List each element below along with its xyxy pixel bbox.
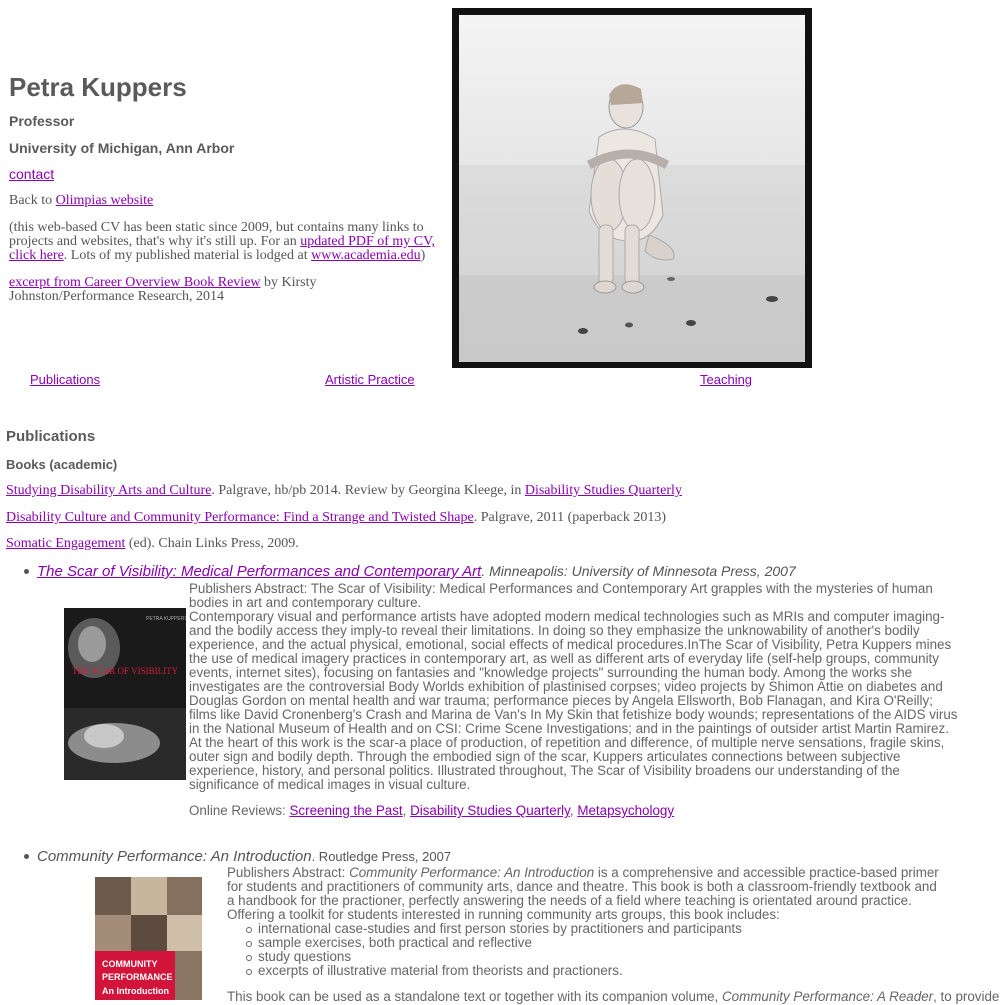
community-book-cover	[95, 877, 202, 1000]
excerpt-line	[9, 276, 429, 304]
list-item: excerpts of illustrative material from theorists and practioners.	[258, 964, 947, 978]
abstract-book-title: Community Performance: An Introduction	[349, 865, 595, 880]
book-item	[6, 484, 682, 498]
community-publisher: . Routledge Press, 2007	[311, 849, 452, 864]
static-note-pre: (this web-based CV has been static since 2009, but contains many links to projects and websites, that's why it's still up. For an	[9, 220, 424, 249]
static-note	[9, 221, 449, 263]
community-closing	[227, 989, 1000, 1004]
community-abstract	[227, 865, 1000, 1004]
closing-post: , to provide	[933, 989, 1000, 1004]
scar-title-line	[37, 563, 796, 580]
book-details: . Palgrave, 2011 (paperback 2013)	[473, 510, 666, 525]
static-note-mid: . Lots of my published material is lodged at	[63, 248, 312, 263]
olimpias-link[interactable]: Olimpias website	[55, 193, 154, 208]
list-bullet	[24, 854, 29, 859]
book-link[interactable]: Disability Culture and Community Performance: Find a Strange and Twisted Shape	[6, 510, 474, 525]
book-details: . Palgrave, hb/pb 2014. Review by Georgina Kleege, in	[211, 483, 525, 498]
excerpt-link[interactable]: excerpt from Career Overview Book Review	[9, 275, 261, 290]
scar-abstract-intro: Publishers Abstract: The Scar of Visibility: Medical Performances and Contemporary Art grapples with the mysteries of human bodies in art and contemporary culture.	[189, 581, 933, 610]
book-item	[6, 511, 666, 525]
review-link-screening[interactable]: Screening the Past	[289, 803, 403, 818]
online-reviews: Online Reviews: Screening the Past, Disability Studies Quarterly, Metapsychology	[189, 803, 675, 818]
book-link[interactable]: Studying Disability Arts and Culture	[6, 483, 212, 498]
list-bullet	[24, 569, 29, 574]
scar-publisher: . Minneapolis: University of Minnesota Press, 2007	[481, 563, 796, 579]
review-link-dsq[interactable]: Disability Studies Quarterly	[410, 803, 570, 818]
academia-link[interactable]: www.academia.edu	[311, 248, 421, 263]
scar-abstract-body: Contemporary visual and performance artists have adopted modern medical technologies such as MRIs and computer imaging-and the bodily access they imply-to reveal their limitations. In doing so they emphasize the unknowability of another's bodily experience, and the actual physical, emotional, social effects of medical procedures.InThe Scar of Visibility, Petra Kuppers mines the use of medical imagery practices in contemporary art, as well as different arts of everyday life (self-help groups, community events, internet sites), focusing on fantasies and "knowledge projects" surrounding the human body. Among the works she investigates are the controversial Body Worlds exhibition of plastinised corpses; video projects by Shimon Attie on diabetes and Douglas Gordon on mental health and war trauma; performance pieces by Angela Ellsworth, Bob Flanagan, and Kira O'Reilly; films like David Cronenberg's Crash and Marina de Van's In My Skin that fetishize body wounds; representations of the AIDS virus in the National Museum of Health and on CSI: Crime Scene Investigations; and in the paintings of outsider artist Martin Ramirez. At the heart of this work is the scar-a place of production, of repetition and difference, of multiple nerve sensations, fragile skins, outer sign and bodily depth. Through the embodied sign of the scar, Kuppers articulates connections between subjective experience, history, and personal politics. Illustrated throughout, The Scar of Visibility broadens our understanding of the significance of medical images in visual culture.	[189, 609, 958, 792]
scar-cover-title: THE SCAR OF VISIBILITY	[72, 666, 179, 676]
university: University of Michigan, Ann Arbor	[9, 140, 235, 156]
list-item: sample exercises, both practical and reflective	[258, 936, 947, 950]
community-cover-line: An Introduction	[102, 986, 169, 996]
contact-link[interactable]: contact	[9, 166, 55, 182]
closing-title: Community Performance: A Reader	[722, 989, 934, 1004]
community-abstract-intro	[227, 866, 947, 922]
scar-cover-image	[64, 608, 186, 780]
includes-list	[227, 922, 947, 978]
reviews-label: Online Reviews:	[189, 803, 290, 818]
nav-artistic-practice[interactable]: Artistic Practice	[325, 372, 415, 387]
page-title: Petra Kuppers	[9, 72, 187, 102]
closing-pre: This book can be used as a standalone text or together with its companion volume,	[227, 989, 722, 1004]
back-prefix: Back to	[9, 193, 56, 208]
list-item: international case-studies and first person stories by practitioners and participants	[258, 922, 947, 936]
scar-cover-author: PETRA KUPPERS	[146, 616, 186, 622]
role-title: Professor	[9, 113, 75, 129]
community-title-line	[37, 848, 451, 865]
dsq-review-link[interactable]: Disability Studies Quarterly	[524, 483, 682, 498]
community-cover-image	[95, 877, 202, 1000]
list-item: study questions	[258, 950, 947, 964]
scar-title-link[interactable]: The Scar of Visibility: Medical Performances and Contemporary Art	[37, 563, 482, 580]
scar-book-cover	[64, 608, 186, 780]
abstract-text: is a comprehensive and accessible practice-based primer for students and practitioners of community arts, dance and theatre. This book is both a classroom-friendly textbook and a handbook for the practioner, perfectly answering the needs of a field where teaching is orientated around practice. Offering a toolkit for students interested in running community arts groups, this book includes:	[227, 865, 939, 922]
portrait-photo	[452, 8, 812, 368]
cv-pdf-link[interactable]: updated PDF of my CV, click here	[9, 234, 435, 263]
scar-abstract	[189, 582, 959, 818]
nav-teaching[interactable]: Teaching	[700, 372, 753, 387]
abstract-prefix: Publishers Abstract:	[227, 865, 350, 880]
nav-publications[interactable]: Publications	[30, 372, 101, 387]
back-line	[9, 194, 153, 208]
excerpt-credit: by Kirsty Johnston/Performance Research, 2014	[9, 275, 317, 304]
book-details: (ed). Chain Links Press, 2009.	[125, 536, 299, 551]
publications-heading: Publications	[6, 428, 96, 445]
community-title: Community Performance: An Introduction	[37, 848, 312, 865]
static-note-post: )	[420, 248, 426, 263]
books-heading: Books (academic)	[6, 457, 118, 472]
book-link[interactable]: Somatic Engagement	[6, 536, 126, 551]
community-cover-line: COMMUNITY	[102, 959, 158, 969]
portrait-image	[459, 15, 805, 362]
book-item	[6, 537, 299, 551]
community-cover-line: PERFORMANCE	[102, 972, 173, 982]
review-link-metapsychology[interactable]: Metapsychology	[577, 803, 675, 818]
